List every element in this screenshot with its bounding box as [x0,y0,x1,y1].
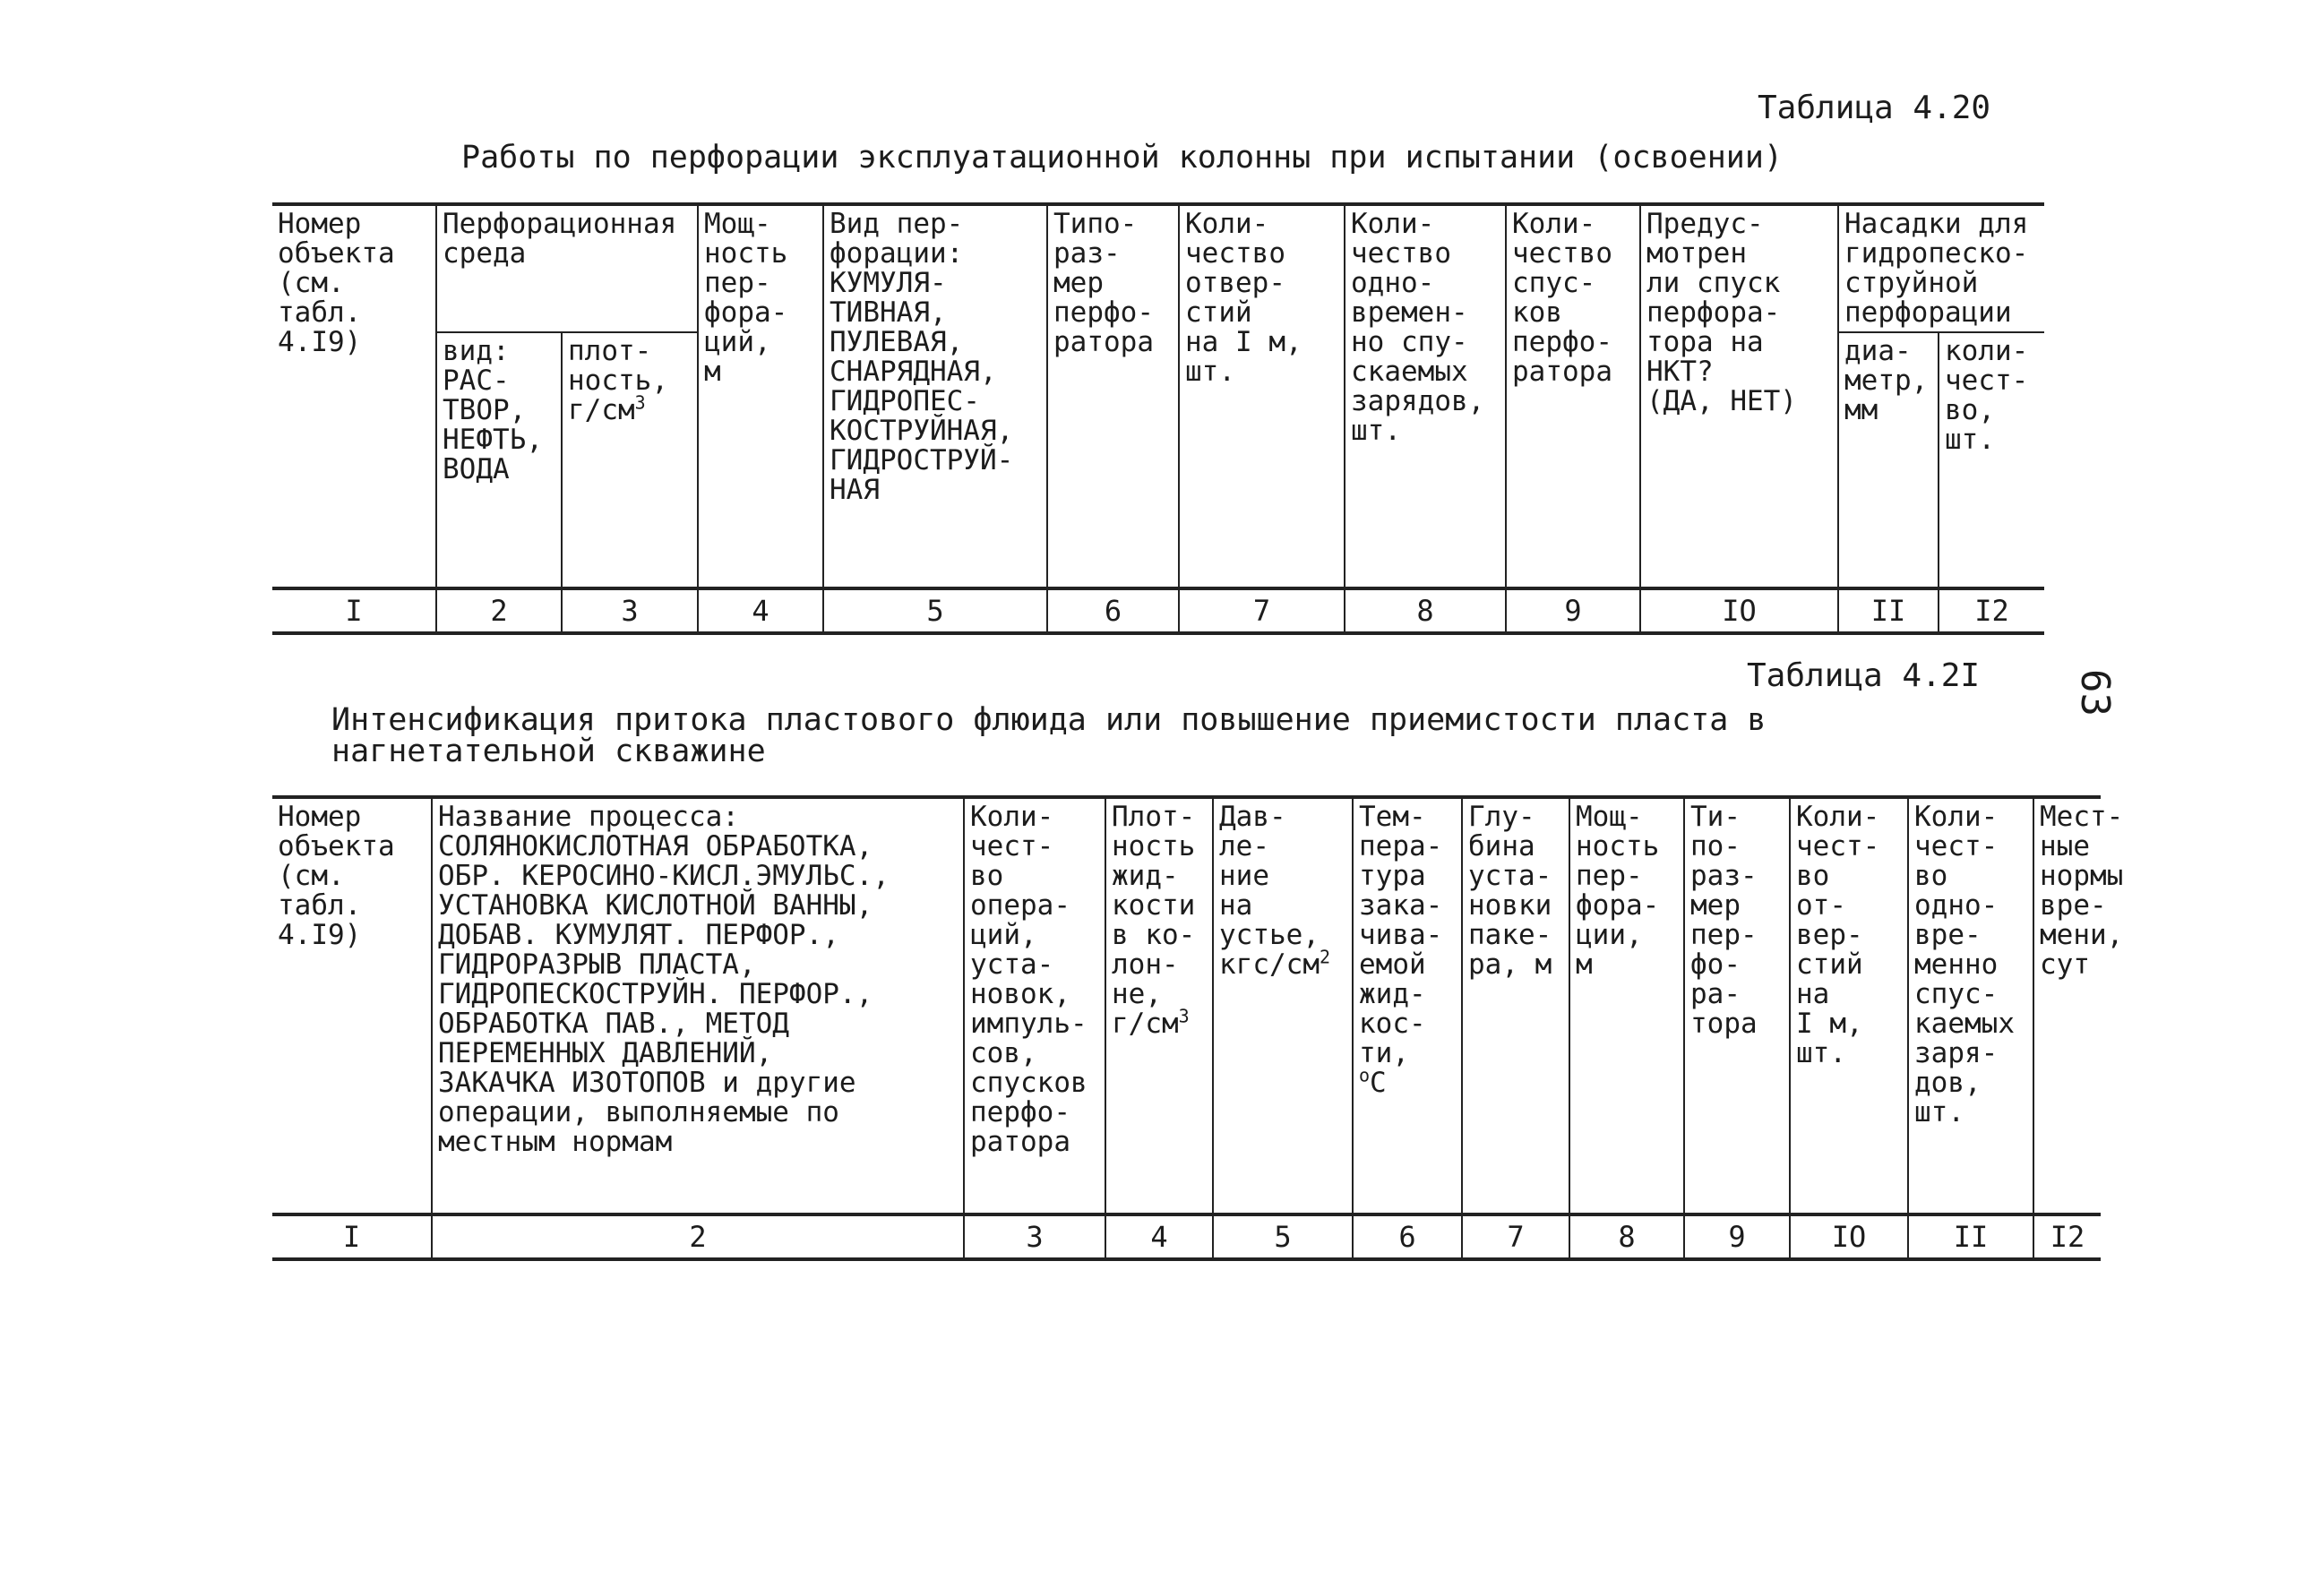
header-process-name: Название процесса: СОЛЯНОКИСЛОТНАЯ ОБРАБОТКА, ОБР. КЕРОСИНО-КИСЛ.ЭМУЛЬС., УСТАНОВКА КИСЛОТНОЙ ВАННЫ, ДОБАВ. КУМУЛЯТ. ПЕРФОР., ГИДРОРАЗРЫВ ПЛАСТА, ГИДРОПЕСКОСТРУЙН. ПЕРФОР., ОБРАБОТКА ПАВ., МЕТОД ПЕРЕМЕННЫХ ДАВЛЕНИЙ, ЗАКАЧКА ИЗОТОПОВ и другие операции, выполняемые по местным нормам [432,797,964,1214]
table-4-21-title-line2: нагнетательной скважине [331,734,766,769]
column-number-row [272,1214,2101,1259]
column-number: I [272,1214,432,1259]
header-perforation-thickness: Мощ- ность пер- фора- ций, м [698,204,823,588]
column-number: 4 [698,588,823,633]
temperature-text: Тем- пера- тура зака- чива- емой жид- кос- ти, [1359,801,1443,1069]
column-number: 7 [1462,1214,1569,1259]
header-holes-per-meter: Коли- чест- во от- вер- стий на I м, шт. [1790,797,1908,1214]
column-number: 5 [1213,1214,1353,1259]
temperature-unit: C [1370,1067,1387,1099]
header-object-number: Номер объекта (см. табл. 4.I9) [272,204,436,588]
column-number: 6 [1353,1214,1462,1259]
column-number: 3 [964,1214,1105,1259]
column-number: 8 [1569,1214,1684,1259]
header-simultaneous-charges: Коли- чество одно- времен- но спу- скаемых зарядов, шт. [1345,204,1506,588]
header-perforation-medium: Перфорационная среда [436,204,698,332]
header-fluid-temperature [1353,797,1462,1214]
degree-sign: o [1359,1064,1371,1086]
column-number: II [1908,1214,2033,1259]
header-perforator-model: Ти- по- раз- мер пер- фо- ра- тора [1684,797,1790,1214]
header-object-number: Номер объекта (см. табл. 4.I9) [272,797,432,1214]
table-4-20-title: Работы по перфорации эксплуатационной колонны при испытании (освоении) [461,140,1784,176]
header-fluid-density [1105,797,1213,1214]
column-number: 5 [823,588,1047,633]
column-number: IO [1790,1214,1908,1259]
column-number-row [272,588,2044,633]
header-perforation-type: Вид пер- форации: КУМУЛЯ- ТИВНАЯ, ПУЛЕВАЯ, СНАРЯДНАЯ, ГИДРОПЕС- КОСТРУЙНАЯ, ГИДРОСТРУЙ- НАЯ [823,204,1047,588]
page-number: 63 [2071,669,2118,716]
table-4-20 [272,202,2044,635]
column-number: IO [1640,588,1838,633]
header-tubing-run: Предус- мотрен ли спуск перфора- тора на НКТ? (ДА, НЕТ) [1640,204,1838,588]
density-unit-exponent: 3 [1178,1005,1190,1027]
column-number: I2 [1939,588,2044,633]
column-number: 9 [1506,588,1640,633]
density-unit-exponent: 3 [634,391,646,414]
table-4-21-title-line1: Интенсификация притока пластового флюида или повышение приемистости пласта в [331,702,1767,738]
column-number: 9 [1684,1214,1790,1259]
header-perforator-runs: Коли- чество спус- ков перфо- ратора [1506,204,1640,588]
pressure-unit-exponent: 2 [1319,946,1331,968]
column-number: I2 [2033,1214,2101,1259]
column-number: 7 [1179,588,1345,633]
header-sandjet-nozzles: Насадки для гидропеско- струйной перфорации [1838,204,2044,332]
column-number: 3 [562,588,698,633]
column-number: 6 [1047,588,1179,633]
header-operations-count: Коли- чест- во опера- ций, уста- новок, импуль- сов, спусков перфо- ратора [964,797,1105,1214]
density-text: плот- ность, г/см [568,335,668,426]
header-medium-type: вид: РАС- ТВОР, НЕФТЬ, ВОДА [436,332,562,588]
header-simultaneous-charges: Коли- чест- во одно- вре- менно спус- каемых заря- дов, шт. [1908,797,2033,1214]
column-number: 2 [432,1214,964,1259]
header-wellhead-pressure [1213,797,1353,1214]
header-nozzle-diameter: диа- метр, мм [1838,332,1939,588]
pressure-text: Дав- ле- ние на устье, кгс/см [1219,801,1320,981]
header-nozzle-count: коли- чест- во, шт. [1939,332,2044,588]
density-text: Плот- ность жид- кости в ко- лон- не, г/см [1112,801,1196,1040]
header-packer-depth: Глу- бина уста- новки паке- ра, м [1462,797,1569,1214]
column-number: I [272,588,436,633]
header-medium-density [562,332,698,588]
header-perforation-thickness: Мощ- ность пер- фора- ции, м [1569,797,1684,1214]
header-perforator-model: Типо- раз- мер перфо- ратора [1047,204,1179,588]
table-4-20-label: Таблица 4.20 [1758,90,1991,126]
table-4-21 [272,795,2124,1261]
column-number: 8 [1345,588,1506,633]
table-4-21-label: Таблица 4.2I [1747,657,1981,694]
header-holes-per-meter: Коли- чество отвер- стий на I м, шт. [1179,204,1345,588]
header-local-time-norms: Мест- ные нормы вре- мени, сут [2033,797,2101,1214]
column-number: II [1838,588,1939,633]
column-number: 2 [436,588,562,633]
column-number: 4 [1105,1214,1213,1259]
